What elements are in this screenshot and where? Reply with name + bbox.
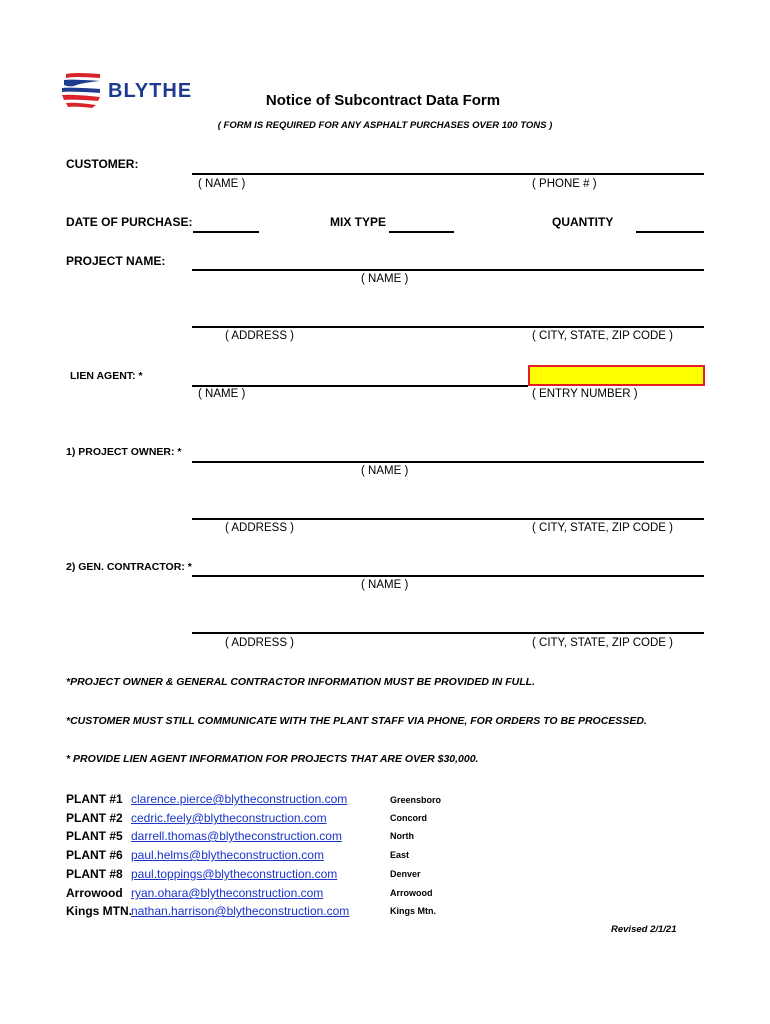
plant-email-link[interactable]: nathan.harrison@blytheconstruction.com	[131, 904, 350, 918]
logo-text: BLYTHE	[108, 80, 193, 102]
project-name-line[interactable]	[192, 269, 704, 271]
note-owner-contractor: *PROJECT OWNER & GENERAL CONTRACTOR INFORMATION MUST BE PROVIDED IN FULL.	[66, 676, 536, 688]
project-owner-address-line[interactable]	[192, 518, 704, 520]
customer-phone-hint: ( PHONE # )	[532, 178, 597, 190]
form-subtitle: ( FORM IS REQUIRED FOR ANY ASPHALT PURCHASES OVER 100 TONS )	[217, 120, 553, 131]
revised-date: Revised 2/1/21	[611, 924, 677, 935]
date-of-purchase-label: DATE OF PURCHASE:	[66, 215, 193, 229]
mix-type-line[interactable]	[389, 231, 454, 233]
project-name-hint: ( NAME )	[361, 273, 409, 285]
gen-contractor-city-hint: ( CITY, STATE, ZIP CODE )	[532, 637, 673, 649]
note-customer-phone: *CUSTOMER MUST STILL COMMUNICATE WITH THE PLANT STAFF VIA PHONE, FOR ORDERS TO BE PROCESSED.	[66, 715, 647, 727]
lien-entry-number-field[interactable]	[528, 365, 705, 386]
plant-email-link[interactable]: darrell.thomas@blytheconstruction.com	[131, 829, 342, 843]
lien-agent-name-hint: ( NAME )	[198, 388, 246, 400]
plant-city: Kings Mtn.	[390, 906, 436, 916]
project-address-hint: ( ADDRESS )	[225, 330, 295, 342]
plant-city: Greensboro	[390, 795, 442, 805]
project-owner-label: 1) PROJECT OWNER: *	[66, 446, 182, 458]
project-owner-name-hint: ( NAME )	[361, 465, 409, 477]
gen-contractor-name-line[interactable]	[192, 575, 704, 577]
plant-name: Arrowood	[66, 886, 123, 900]
plant-email-link[interactable]: clarence.pierce@blytheconstruction.com	[131, 792, 348, 806]
customer-name-hint: ( NAME )	[198, 178, 246, 190]
plant-name: PLANT #2	[66, 811, 123, 825]
plant-city: Denver	[390, 869, 421, 879]
gen-contractor-address-line[interactable]	[192, 632, 704, 634]
lien-entry-number-hint: ( ENTRY NUMBER )	[532, 388, 638, 400]
project-owner-name-line[interactable]	[192, 461, 704, 463]
project-owner-address-hint: ( ADDRESS )	[225, 522, 295, 534]
project-name-label: PROJECT NAME:	[66, 254, 166, 268]
form-title: Notice of Subcontract Data Form	[265, 92, 501, 109]
gen-contractor-label: 2) GEN. CONTRACTOR: *	[66, 561, 192, 573]
note-lien-agent: * PROVIDE LIEN AGENT INFORMATION FOR PROJECTS THAT ARE OVER $30,000.	[66, 753, 479, 765]
mix-type-label: MIX TYPE	[330, 215, 387, 229]
plant-email-link[interactable]: paul.helms@blytheconstruction.com	[131, 848, 324, 862]
plant-email-link[interactable]: cedric.feely@blytheconstruction.com	[131, 811, 327, 825]
plant-city: East	[390, 850, 410, 860]
customer-label: CUSTOMER:	[66, 157, 139, 171]
quantity-label: QUANTITY	[552, 215, 614, 229]
plant-name: PLANT #6	[66, 848, 123, 862]
plant-city: Concord	[390, 813, 427, 823]
plant-name: Kings MTN.	[66, 904, 132, 918]
plant-name: PLANT #8	[66, 867, 123, 881]
plant-name: PLANT #5	[66, 829, 123, 843]
lien-agent-name-line[interactable]	[192, 385, 528, 387]
project-address-line[interactable]	[192, 326, 704, 328]
plant-email-link[interactable]: paul.toppings@blytheconstruction.com	[131, 867, 338, 881]
plant-name: PLANT #1	[66, 792, 123, 806]
lien-agent-label: LIEN AGENT: *	[70, 370, 143, 382]
date-of-purchase-line[interactable]	[193, 231, 259, 233]
plant-city: Arrowood	[390, 888, 433, 898]
quantity-line[interactable]	[636, 231, 704, 233]
customer-name-line[interactable]	[192, 173, 704, 175]
project-city-hint: ( CITY, STATE, ZIP CODE )	[532, 330, 673, 342]
project-owner-city-hint: ( CITY, STATE, ZIP CODE )	[532, 522, 673, 534]
plant-city: North	[390, 831, 414, 841]
gen-contractor-name-hint: ( NAME )	[361, 579, 409, 591]
plant-email-link[interactable]: ryan.ohara@blytheconstruction.com	[131, 886, 324, 900]
gen-contractor-address-hint: ( ADDRESS )	[225, 637, 295, 649]
